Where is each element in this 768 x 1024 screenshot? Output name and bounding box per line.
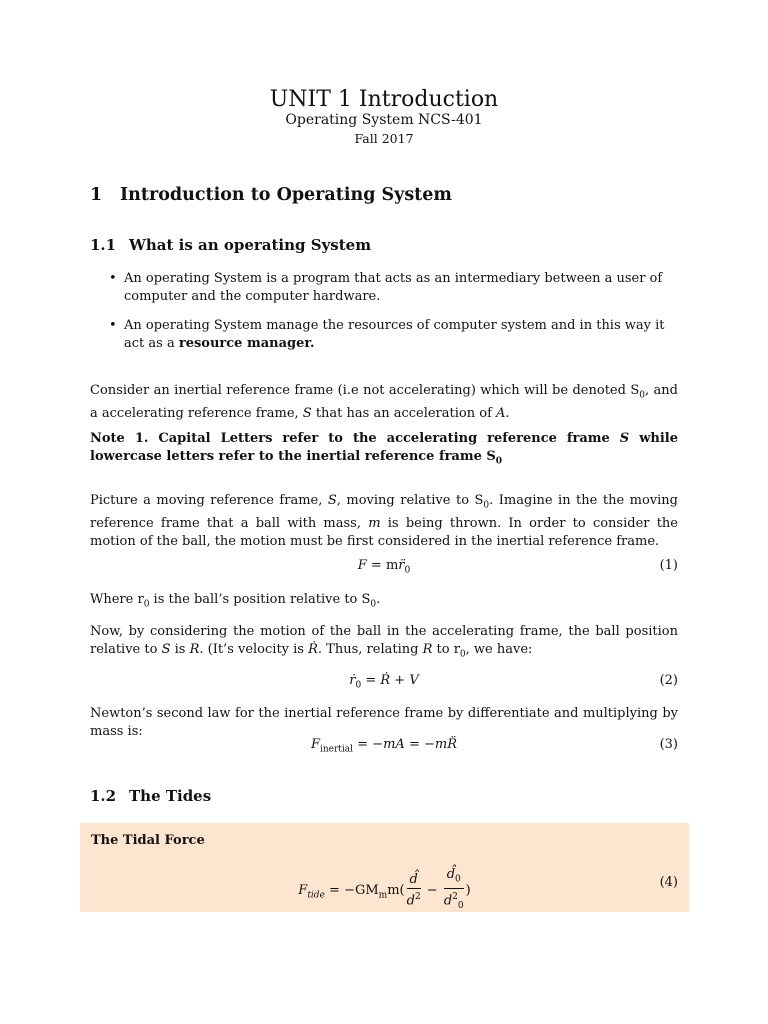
equation-number: (4) (659, 875, 678, 890)
bullet-text: An operating System is a program that acts as an intermediary between a user of computer and the computer hardware. (124, 271, 663, 304)
note-label: Note 1. (90, 431, 149, 446)
subsection-heading (90, 787, 211, 805)
subsection-title: The Tides (129, 787, 212, 805)
list-item (109, 317, 678, 353)
bullet-icon: • (109, 271, 117, 286)
subsection-title: What is an operating System (129, 236, 372, 254)
equation: $F = mr̈_0$ (1) (357, 558, 678, 576)
bullet-icon: • (109, 318, 117, 333)
section-title: Introduction to Operating System (120, 185, 452, 205)
equation-number: (2) (659, 673, 678, 688)
bullet-text: An operating System manage the resources of computer system and in this way it act as a resource manager. (124, 318, 665, 351)
tidal-force-box (80, 823, 689, 912)
subsection-number: 1.2 (90, 787, 117, 805)
equation: $F_{tide} = -GM_mm$( $\frac{d̂}{d^2}$ − $\frac{d̂_0}{d^2_0}$ ) (4) (80, 863, 689, 903)
equation: ṙ$_0$ = Ṙ + V (2) (349, 673, 678, 691)
paragraph: Now, by considering the motion of the ball in the accelerating frame, the ball position relative to S is R. (It’s velocity is Ṙ. Thus, relating R to $r_0$, we have: (90, 624, 678, 660)
note-paragraph: Note 1. Capital Letters refer to the accelerating reference frame S while lowercase letters refer to the inertial reference frame $S_0$ (90, 431, 678, 467)
list-item (109, 270, 678, 306)
paragraph: Picture a moving reference frame, S, moving relative to $S_0$. Imagine in the the moving reference frame that a ball with mass, m is being thrown. In order to consider the motion of the ball, the motion must be first considered in the inertial reference frame. (90, 493, 678, 549)
equation: $F_{inertial} = -mA$ = −mR̈ (3) (310, 737, 678, 755)
fraction: $\frac{d̂_0}{d^2_0}$ (443, 867, 464, 911)
subsection-number: 1.1 (90, 236, 117, 254)
subsection-heading (90, 236, 371, 254)
paragraph: Newton’s second law for the inertial reference frame by differentiate and multiplying by mass is: (90, 706, 678, 739)
document-title: UNIT 1 Introduction (269, 87, 499, 112)
paragraph: Consider an inertial reference frame (i.e not accelerating) which will be denoted $S_0$, and a accelerating reference frame, S that has an acceleration of A. (90, 383, 678, 421)
equation-number: (3) (659, 737, 678, 752)
equation-number: (1) (659, 558, 678, 573)
fraction: $\frac{d̂}{d^2}$ (406, 871, 421, 908)
paragraph: Where $r_0$ is the ball’s position relative to $S_0$. (90, 592, 381, 610)
document-date: Fall 2017 (354, 131, 414, 146)
box-title: The Tidal Force (91, 833, 205, 848)
section-heading (90, 185, 452, 205)
bold-term: resource manager. (178, 336, 315, 351)
section-number: 1 (90, 185, 103, 205)
document-subtitle: Operating System NCS-401 (285, 112, 483, 128)
